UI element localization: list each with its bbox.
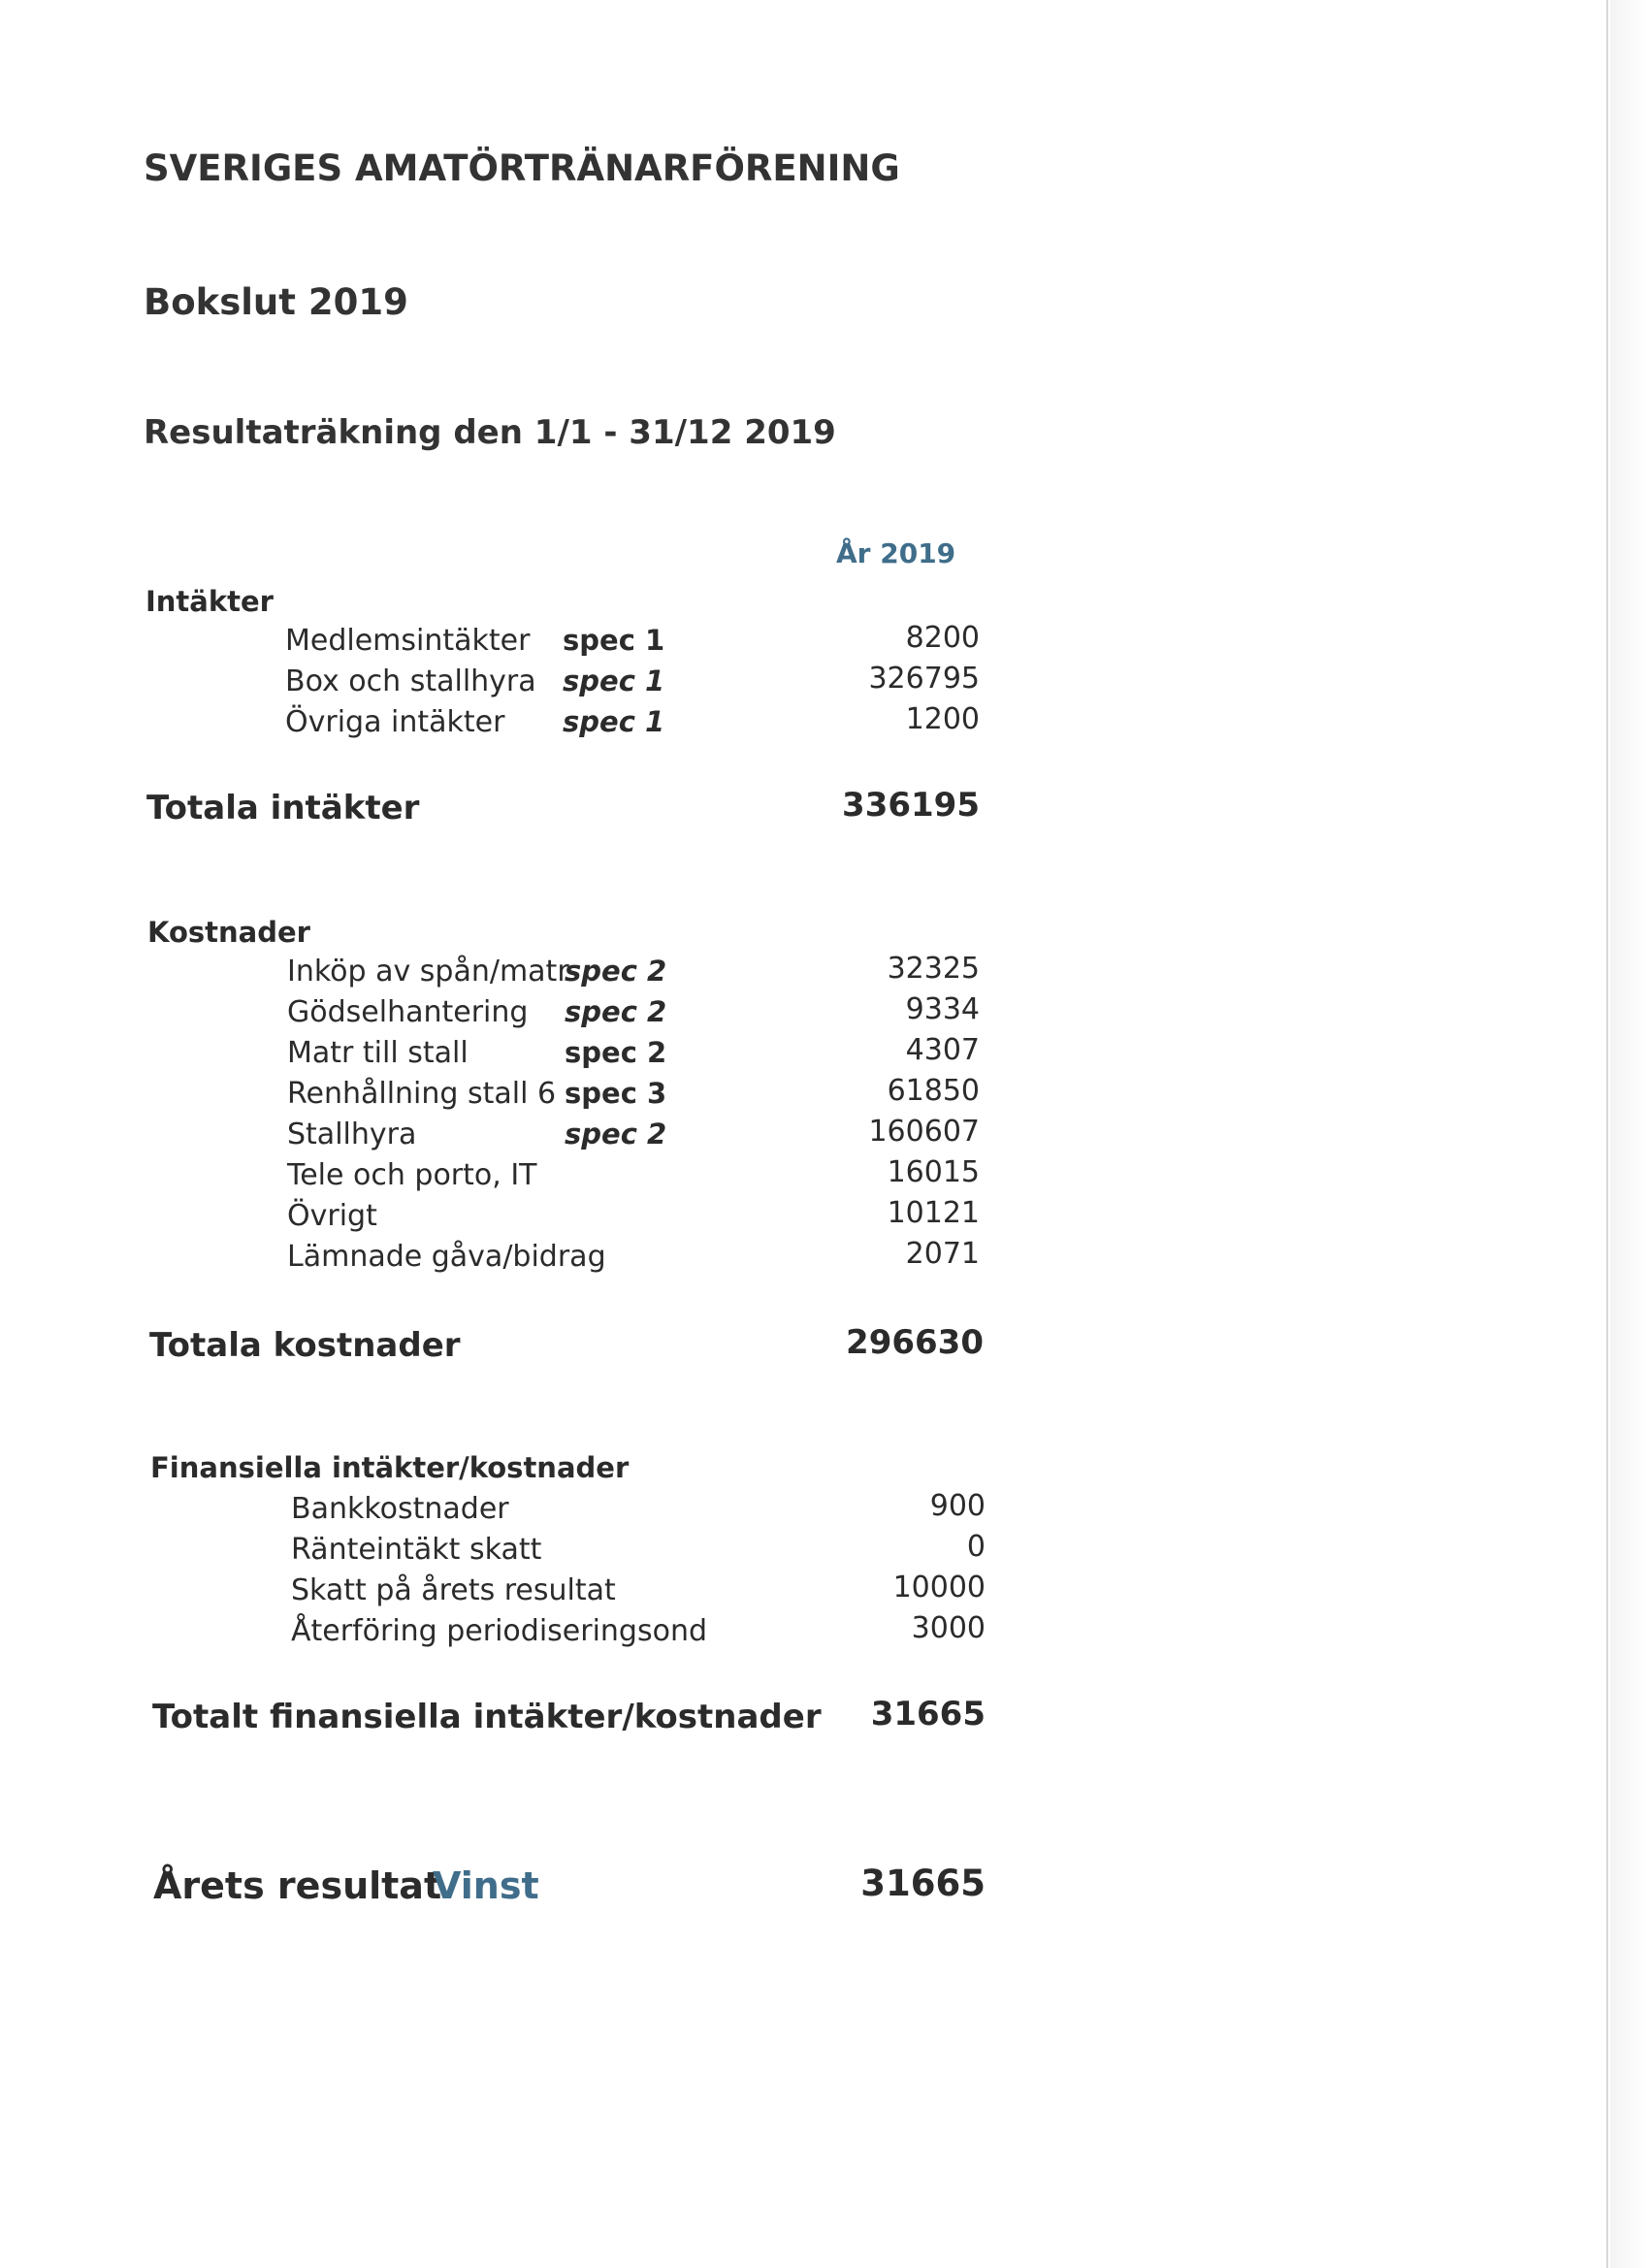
statement-period: Resultaträkning den 1/1 - 31/12 2019 (144, 413, 836, 452)
income-row-label: Övriga intäkter (285, 705, 505, 739)
cost-row-value: 4307 (905, 1033, 980, 1067)
income-row-value: 326795 (868, 662, 980, 696)
scan-edge-line (1606, 0, 1608, 2268)
income-row-label: Box och stallhyra (285, 664, 536, 698)
cost-row-value: 2071 (905, 1237, 980, 1271)
cost-row-spec: spec 2 (565, 955, 667, 988)
cost-row-spec: spec 2 (565, 995, 667, 1028)
cost-row-label: Renhållning stall 6 (287, 1077, 557, 1111)
financial-row-label: Bankkostnader (291, 1492, 509, 1526)
financial-row-label: Ränteintäkt skatt (291, 1533, 542, 1567)
financial-heading: Finansiella intäkter/kostnader (150, 1451, 630, 1484)
income-heading: Intäkter (146, 585, 274, 618)
income-row-value: 1200 (905, 702, 980, 736)
financial-total-value: 31665 (870, 1695, 986, 1733)
cost-row-label: Lämnade gåva/bidrag (287, 1240, 606, 1274)
document-title: Bokslut 2019 (144, 281, 408, 323)
annual-result-note: Vinst (433, 1864, 539, 1907)
income-row-spec: spec 1 (563, 705, 665, 738)
annual-result-value: 31665 (860, 1863, 986, 1904)
income-row-spec: spec 1 (563, 664, 665, 697)
financial-row-value: 10000 (892, 1571, 986, 1604)
costs-total-value: 296630 (846, 1323, 984, 1362)
financial-row-value: 3000 (911, 1611, 986, 1645)
cost-row-value: 9334 (905, 992, 980, 1026)
financial-row-value: 900 (929, 1489, 986, 1523)
income-row-label: Medlemsintäkter (285, 624, 531, 658)
cost-row-label: Matr till stall (287, 1036, 469, 1070)
annual-result-label: Årets resultat (153, 1864, 442, 1907)
organization-name: SVERIGES AMATÖRTRÄNARFÖRENING (144, 147, 900, 189)
cost-row-value: 160607 (868, 1115, 980, 1149)
financial-total-label: Totalt finansiella intäkter/kostnader (152, 1698, 822, 1736)
financial-row-value: 0 (966, 1530, 986, 1564)
cost-row-value: 61850 (887, 1074, 980, 1108)
year-column-header: År 2019 (836, 537, 956, 569)
financial-row-label: Skatt på årets resultat (291, 1573, 616, 1607)
cost-row-label: Övrigt (287, 1199, 377, 1233)
cost-row-value: 16015 (887, 1155, 980, 1189)
income-total-value: 336195 (842, 786, 980, 825)
income-total-label: Totala intäkter (146, 789, 420, 827)
income-row-spec: spec 1 (563, 624, 665, 657)
cost-row-label: Tele och porto, IT (287, 1158, 537, 1192)
cost-row-label: Inköp av spån/matr (287, 955, 569, 988)
scan-margin (1610, 0, 1649, 2268)
financial-row-label: Återföring periodiseringsond (291, 1614, 708, 1648)
cost-row-label: Stallhyra (287, 1118, 417, 1151)
cost-row-value: 32325 (887, 952, 980, 986)
cost-row-label: Gödselhantering (287, 995, 529, 1029)
cost-row-spec: spec 2 (565, 1118, 667, 1150)
cost-row-spec: spec 2 (565, 1036, 667, 1069)
costs-total-label: Totala kostnader (149, 1326, 461, 1365)
cost-row-value: 10121 (887, 1196, 980, 1230)
costs-heading: Kostnader (147, 916, 310, 949)
cost-row-spec: spec 3 (565, 1077, 667, 1110)
income-row-value: 8200 (905, 621, 980, 655)
